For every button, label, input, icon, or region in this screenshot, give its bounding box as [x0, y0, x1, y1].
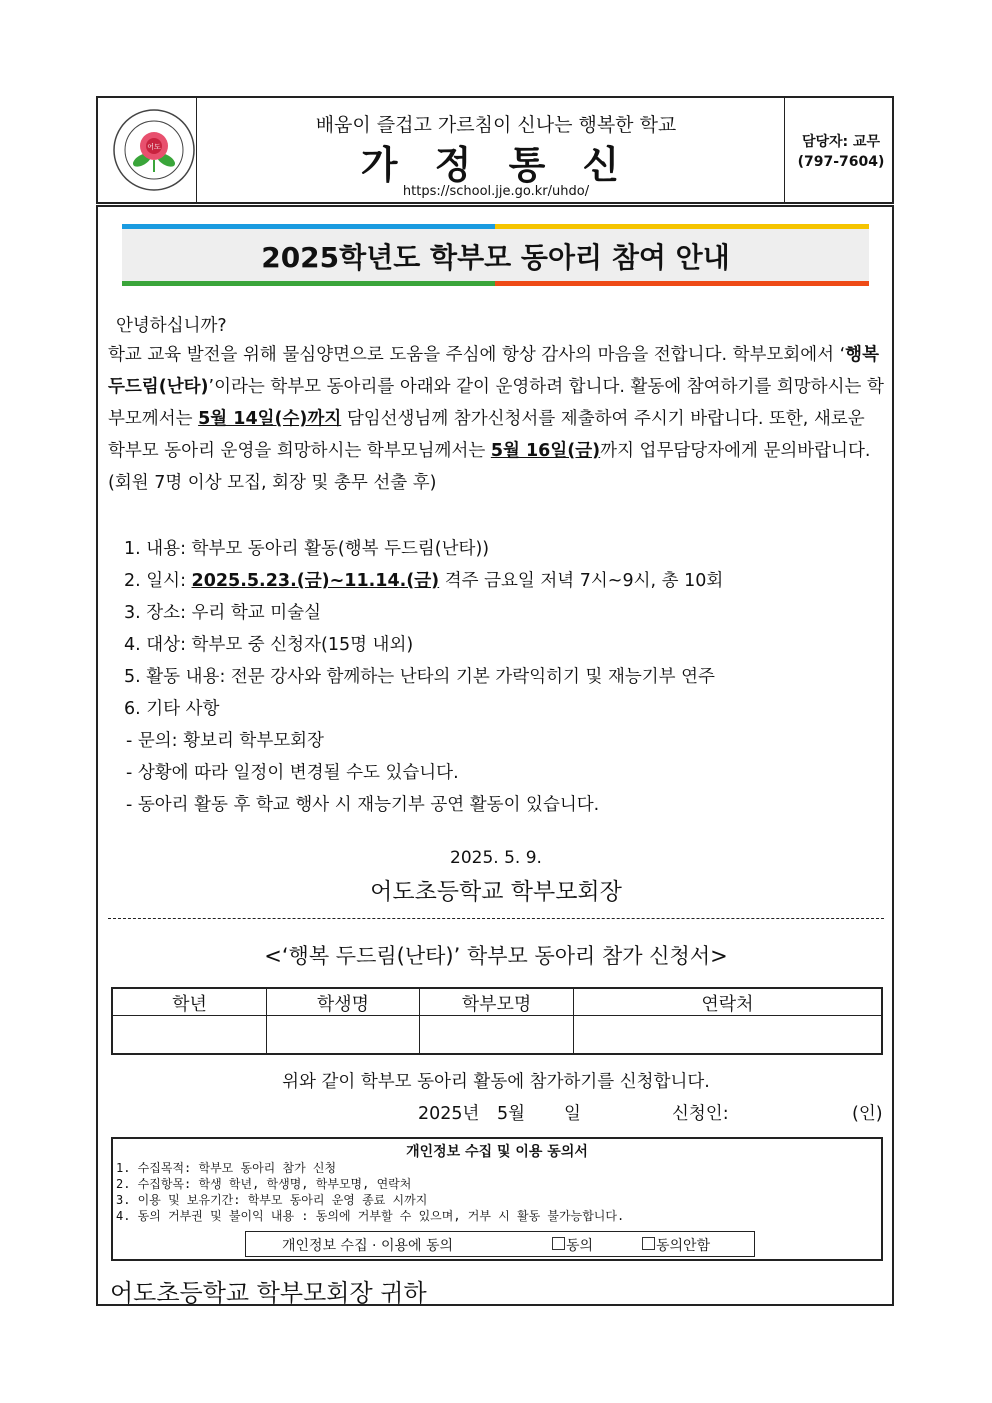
- intro-paragraph: 학교 교육 발전을 위해 물심양면으로 도움을 주심에 항상 감사의 마음을 전합니다. 학부모회에서 ‘행복 두드림(난타)’이라는 학부모 동아리를 아래와 같이 운영하려 합니다. 활동에 참여하기를 희망하시는 학부모께서는 5월 14일(수)까지 담임선생님께 참가신청서를 제출하여 주시기 바랍니다. 또한, 새로운 학부모 동아리 운영을 희망하시는 학부모님께서는 5월 16일(금)까지 업무담당자에게 문의바랍니다.(회원 7명 이상 모집, 회장 및 총무 선출 후): [108, 345, 884, 493]
- cell-grade[interactable]: [113, 1016, 266, 1053]
- signer: 어도초등학교 학부모회장: [370, 879, 622, 905]
- club-name: 행복 두드림(난타): [108, 345, 879, 397]
- issue-date: 2025. 5. 9.: [450, 848, 542, 868]
- sign-month: 5월: [497, 1104, 526, 1124]
- svg-text:어도: 어도: [147, 143, 161, 151]
- privacy-item-refusal: 4. 동의 거부권 및 불이익 내용 : 동의에 거부할 수 있으며, 거부 시 활동 불가능합니다.: [116, 1209, 625, 1223]
- disagree-label: 동의안함: [656, 1238, 711, 1254]
- schedule-dates: 2025.5.23.(금)~11.14.(금): [191, 571, 440, 591]
- banner-bar-green: [122, 281, 495, 286]
- privacy-item-purpose: 1. 수집목적: 학부모 동아리 참가 신청: [116, 1161, 337, 1175]
- consent-row: [245, 1231, 755, 1257]
- agree-label: 동의: [566, 1238, 594, 1254]
- cell-contact[interactable]: [574, 1016, 881, 1053]
- header-grade: 학년: [172, 994, 207, 1015]
- cell-parent-name[interactable]: [420, 1016, 573, 1053]
- detail-place: 3. 장소: 우리 학교 미술실: [124, 603, 321, 623]
- school-url[interactable]: https://school.jje.go.kr/uhdo/: [402, 184, 590, 199]
- cut-line: [108, 918, 884, 919]
- banner-bar-orange: [495, 281, 869, 286]
- deadline-inquiry: 5월 16일(금): [490, 441, 601, 461]
- sign-day: 일: [564, 1104, 581, 1124]
- disagree-checkbox[interactable]: [642, 1237, 655, 1250]
- note-schedule-change: - 상황에 따라 일정이 변경될 수도 있습니다.: [126, 763, 459, 783]
- seal-mark: (인): [852, 1104, 883, 1124]
- application-table: [111, 987, 883, 1055]
- detail-activity: 5. 활동 내용: 전문 강사와 함께하는 난타의 기본 가락익히기 및 재능기부 연주: [124, 667, 715, 687]
- note-inquiry: - 문의: 황보리 학부모회장: [126, 731, 324, 751]
- applicant-label: 신청인:: [672, 1104, 729, 1124]
- note-performance: - 동아리 활동 후 학교 행사 시 재능기부 공연 활동이 있습니다.: [126, 795, 600, 815]
- recipient: 어도초등학교 학부모회장 귀하: [110, 1279, 427, 1307]
- privacy-consent-box: [111, 1137, 883, 1261]
- consent-label: 개인정보 수집 · 이용에 동의: [282, 1238, 454, 1254]
- cell-student-name[interactable]: [267, 1016, 419, 1053]
- page-title: 가 정 통 신: [360, 143, 632, 187]
- contact-info: [788, 132, 894, 172]
- header-student-name: 학생명: [316, 994, 370, 1015]
- form-title: <‘행복 두드림(난타)’ 학부모 동아리 참가 신청서>: [264, 944, 728, 968]
- notice-title: 2025학년도 학부모 동아리 참여 안내: [261, 241, 730, 274]
- banner-bar-blue: [122, 224, 495, 229]
- privacy-item-fields: 2. 수집항목: 학생 학년, 학생명, 학부모명, 연락처: [116, 1177, 412, 1191]
- agree-checkbox[interactable]: [552, 1237, 565, 1250]
- detail-other: 6. 기타 사항: [124, 699, 220, 719]
- header-contact: 연락처: [701, 994, 754, 1015]
- sign-year: 2025년: [418, 1104, 480, 1124]
- contact-phone: (797-7604): [797, 154, 885, 170]
- privacy-item-period: 3. 이용 및 보유기간: 학부모 동아리 운영 종료 시까지: [116, 1193, 428, 1207]
- privacy-title: 개인정보 수집 및 이용 동의서: [406, 1144, 588, 1160]
- detail-content: 1. 내용: 학부모 동아리 활동(행복 두드림(난타)): [124, 539, 490, 559]
- letter-header: [96, 96, 894, 204]
- school-emblem: [112, 108, 196, 192]
- greeting: 안녕하십니까?: [116, 316, 227, 336]
- detail-target: 4. 대상: 학부모 중 신청자(15명 내외): [124, 635, 414, 655]
- header-parent-name: 학부모명: [461, 994, 532, 1015]
- detail-schedule: 2. 일시: 2025.5.23.(금)~11.14.(금) 격주 금요일 저녁 7시~9시, 총 10회: [124, 571, 724, 591]
- school-slogan: 배움이 즐겁고 가르침이 신나는 행복한 학교: [315, 114, 677, 136]
- deadline-submit: 5월 14일(수)까지: [198, 409, 342, 429]
- banner-bar-yellow: [495, 224, 869, 229]
- application-statement: 위와 같이 학부모 동아리 활동에 참가하기를 신청합니다.: [282, 1072, 710, 1092]
- contact-person: 담당자: 교무: [801, 134, 881, 150]
